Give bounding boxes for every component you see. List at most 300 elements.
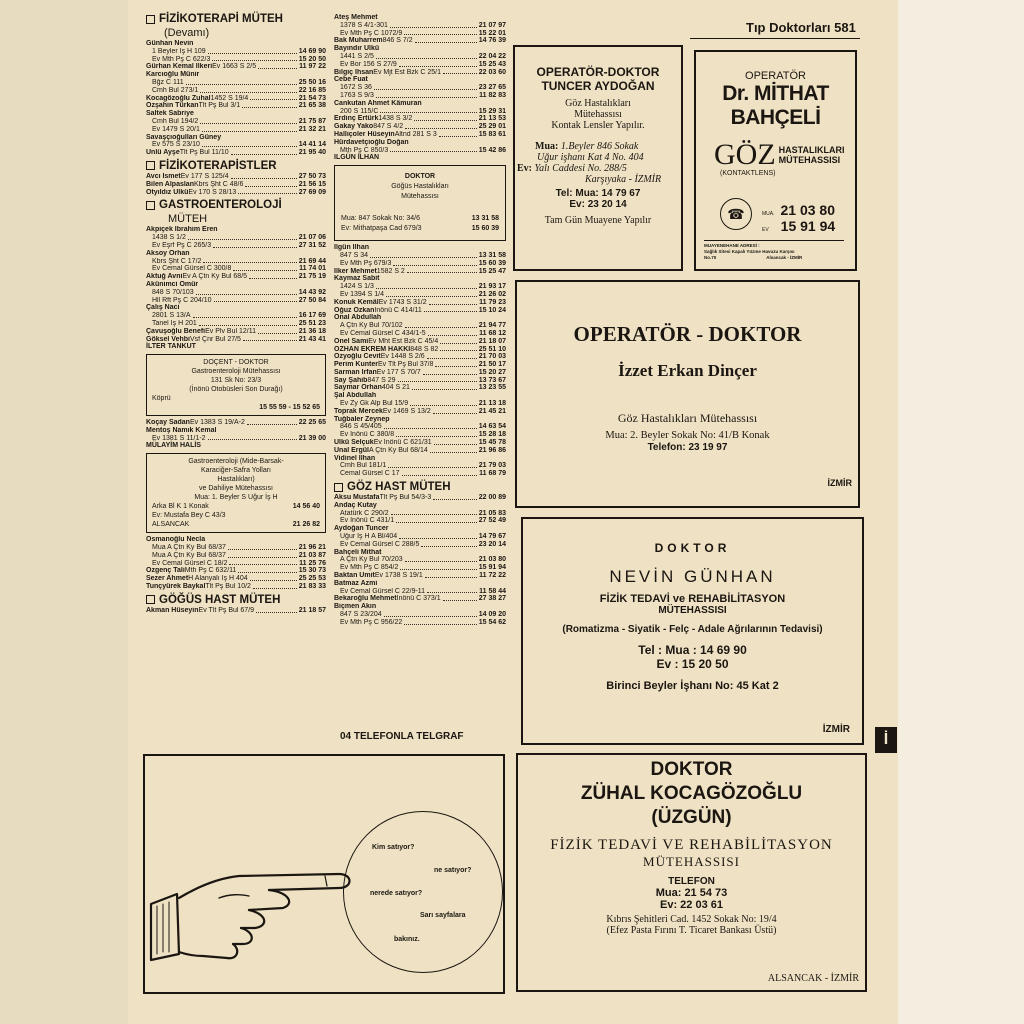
dot-leader [398,377,477,383]
ad-line: Kontak Lensler Yapılır. [551,120,645,131]
phone-number: 21 70 03 [478,353,506,361]
phone-number: 21 39 00 [298,434,326,442]
listing-entry [146,71,326,79]
entry-address: 1438 S 3/2 [378,115,413,123]
dot-leader [404,30,476,36]
dot-leader [258,328,297,334]
entry-name: Kocagözoğlu Zuhal [146,94,211,102]
entry-address: Hll Rft Pş C 204/10 [152,296,212,304]
listing-entry [334,346,506,354]
callout-text: Sarı sayfalara [420,912,466,919]
ad-mithat-bahceli [694,50,857,271]
entry-address: A Çtn Ky Bul 70/102 [340,322,403,330]
ad-logo-text: GÖZ [714,138,776,171]
ad-phone: 15 91 94 [780,218,836,234]
dot-leader [196,289,297,295]
ad-city: İZMİR [827,478,852,488]
entry-name: Tunçyürek Baykal [146,583,206,591]
phone-number: 25 25 53 [298,575,326,583]
dot-leader [243,336,297,342]
box-line: Mütehassısı [401,193,439,201]
ad-title: OPERATÖR-DOKTOR [536,65,660,79]
entry-name: Aktuğ Avni [146,273,183,281]
phone-number: 11 97 22 [299,63,326,71]
ad-name: BAHÇELİ [730,106,821,129]
ad-line: (Romatizma - Siyatik - Felç - Adale Ağrılarının Tedavisi) [562,624,823,635]
dot-leader [399,533,477,539]
phone-number: 21 05 83 [478,509,506,517]
phone-number: 21 95 40 [298,149,326,157]
listing-entry [334,447,506,455]
entry-address: 847 S 34 [340,251,369,259]
ad-label: Ev: [517,163,532,174]
listing-entry [146,118,326,126]
ad-line: Uğur işhanı Kat 4 No. 404 [537,152,644,163]
entry-address: Ev 170 S 28/13 [188,188,237,196]
dot-leader [212,56,296,62]
entry-name: Özşahin Türkan [146,102,199,110]
entry-name: Gakay Yako [334,123,374,131]
listing-entry [334,338,506,346]
entry-name: Özyoğlu Cevit [334,353,381,361]
entry-address: 1378 S 4/1-301 [340,21,388,29]
entry-address: 848 S 82 [410,345,439,353]
entry-address: 2801 S 13/A [152,312,191,320]
listing-entry [334,619,506,627]
dot-leader [433,408,477,414]
listing-entry [334,123,506,131]
listing-entry [334,533,506,541]
dot-leader [380,108,476,114]
phone-number: 15 20 27 [478,368,506,376]
ad-phone: Ev : 15 20 50 [656,657,729,671]
ad-phone: Tel: Mua: 14 79 67 [555,188,641,199]
phone-number: 25 51 23 [298,319,326,327]
phone-number: 11 68 79 [479,470,506,478]
ad-line: MUAYENEHANE ADRESİ : [704,243,760,248]
listing-entry [334,510,506,518]
listing-entry [146,258,326,266]
section-subheading: MÜTEH [168,213,208,226]
entry-address: Ev Mth Pş C 1072/9 [340,29,403,37]
ad-line: MÜTEHASSISI [658,605,727,616]
entry-list [146,173,326,196]
listing-entry [334,61,506,69]
listing-entry [146,87,326,95]
phone-number: 15 55 59 - 15 52 65 [259,404,320,412]
phone-number: 14 43 92 [298,288,326,296]
box-line: Gastroenteroloji Mütehassısı [191,368,281,376]
ad-line: Sağlık Sitesi Kapalı Yüzme Havuzu Karşısı [704,249,795,254]
listing-entry [334,392,506,400]
entry-name: Bekaroğlu Mehmet [334,595,397,603]
phone-number: 22 00 89 [478,494,506,502]
entry-address: Ev Tlt Pş Bul 37/8 [377,361,434,369]
listing-entry [334,572,506,580]
dot-leader [231,173,297,179]
listing-entry [334,139,506,147]
phone-number: 21 56 15 [298,180,326,188]
listing-entry [334,30,506,38]
phone-number: 21 36 18 [298,327,326,335]
listing-entry [146,189,326,197]
dot-leader [405,123,477,129]
dot-leader [429,299,478,305]
phone-number: 21 75 19 [298,273,326,281]
entry-name: Osmanoğlu Necla [146,536,206,544]
entry-address: Ev Cemal Gürsel C 288/5 [340,540,420,548]
circle-callout [343,811,503,973]
dot-leader [203,258,296,264]
ad-title: OPERATÖR - DOKTOR [573,322,802,346]
entry-address: 848 S 70/103 [152,288,194,296]
listing-entry [146,181,326,189]
listing-entry [334,377,506,385]
listing-entry [334,22,506,30]
entry-name: Bilgiç İhsan [334,68,374,76]
entry-name: Günhan Nevin [146,40,194,47]
listing-entry [146,173,326,181]
entry-address: Mua A Çtn Ky Bul 68/37 [152,551,226,559]
entry-address: Tanel İş H 201 [152,319,197,327]
listing-entry [334,307,506,315]
entry-name: Ünlü Ayşe [146,149,180,157]
entry-name: Bak Muharrem [334,37,383,45]
ad-line: Kıbrıs Şehitleri Cad. 1452 Sokak No: 19/4 [606,914,777,925]
yellow-pages-ad [143,754,505,994]
ad-line: (KONTAKTLENS) [720,170,776,177]
dot-leader [384,611,477,617]
box-line: Ev: Mustafa Bey C 43/3 [152,512,226,520]
listing-entry [146,226,326,234]
listing-entry [146,273,326,281]
dot-leader [228,544,297,550]
dot-leader [370,252,477,258]
listing-entry [334,470,506,478]
entry-address: Ev Eşrf Pş C 265/3 [152,241,212,249]
dot-leader [427,588,477,594]
entry-address: 1763 S 9/3 [340,91,374,99]
phone-number: 15 10 24 [478,306,506,314]
listing-entry [334,100,506,108]
entry-name: Kaymaz Sabit [334,275,380,283]
dot-leader [412,384,477,390]
dot-leader [390,22,477,28]
phone-number: 21 43 41 [298,335,326,343]
phone-number: 21 79 03 [478,462,506,470]
listing-entry [146,544,326,552]
dot-leader [208,435,297,441]
phone-number: 21 50 17 [478,361,506,369]
entry-name: Saymar Orhan [334,384,382,392]
listing-entry [146,40,326,48]
phone-number: 15 30 73 [298,567,326,575]
entry-name: Batmaz Azmi [334,579,378,587]
entry-name: Karcıoğlu Münir [146,71,200,79]
entry-name: Aksoy Orhan [146,249,190,257]
entry-address: Cemal Gürsel C 17 [340,470,400,478]
ad-line: 1.Beyler 846 Sokak [560,141,639,152]
dot-leader [258,63,297,69]
phone-number: 11 72 22 [479,572,506,580]
dot-leader [407,268,477,274]
entry-address: A Çtn Ky Bul 70/203 [340,556,403,564]
ad-phone: Mua: 21 54 73 [655,887,728,899]
listing-name: İLTER TANKUT [146,343,196,351]
ad-label: EV [762,227,769,233]
entry-name: Say Şahib [334,376,368,384]
listing-entry [334,353,506,361]
phone-number: 14 79 67 [478,533,506,541]
entry-list [146,419,326,442]
section-subheading: (Devamı) [164,27,210,39]
listing-entry [334,92,506,100]
entry-address: 200 S 115/C [340,107,379,115]
ad-label: TELEFON [668,876,715,887]
phone-number: 21 93 17 [478,283,506,291]
entry-name: Andaç Kutay [334,501,377,509]
listing-entry [146,110,326,118]
entry-address: Tlt Pş Bul 54/3-3 [379,494,432,502]
ad-line: Mütehassısı [574,109,622,120]
phone-number: 16 17 69 [298,312,326,320]
listing-entry [334,462,506,470]
entry-address: Ev 1738 S 19/1 [374,572,423,580]
entry-address: Ev 1469 S 13/2 [382,407,431,415]
listing-entry [334,416,506,424]
listing-entry [334,291,506,299]
phone-number: 14 09 20 [478,611,506,618]
dot-leader [428,330,478,336]
box-line: Ev: Mithatpaşa Cad 679/3 [341,225,422,233]
ad-label: MUA. [762,211,775,217]
callout-text: nerede satıyor? [370,890,423,897]
ad-line: FİZİK TEDAVİ VE REHABİLİTASYON [550,837,833,853]
listing-entry [334,431,506,439]
phone-number: 15 22 01 [478,29,506,37]
phone-number: 27 69 09 [298,188,326,196]
phone-number: 21 07 97 [478,21,506,29]
dot-leader [440,346,476,352]
ad-name: Dr. MİTHAT [722,82,829,105]
phone-number: 11 25 76 [299,559,326,567]
ad-name: İzzet Erkan Dinçer [618,361,757,380]
listing-entry [146,56,326,64]
ad-line: FİZİK TEDAVİ ve REHABİLİTASYON [599,593,786,605]
entry-name: Erdinç Ertürk [334,115,379,123]
phone-number: 23 27 65 [478,84,506,92]
dot-leader [430,447,477,453]
phone-number: 15 83 61 [478,130,506,138]
entry-name: Göksel Vehbi [146,335,190,343]
entry-address: Kbrs Şht C 17/2 [152,257,202,265]
index-tab[interactable]: İ [875,727,897,753]
listing-entry [334,283,506,291]
entry-name: Otyıldız Ülkü [146,188,189,196]
listing-entry [146,141,326,149]
dot-leader [245,181,296,187]
phone-number: 11 82 83 [479,91,506,99]
listing-name: MÜLAYİM HALİS [146,442,201,450]
entry-address: Ev 177 S 70/7 [376,368,421,376]
box-line: (İnönü Otobüsleri Son Durağı) [189,386,283,394]
phone-number: 13 31 58 [471,215,499,223]
listing-entry [146,126,326,134]
phone-number: 25 51 10 [478,345,506,353]
entry-name: Şal Abdullah [334,392,377,400]
box-line: Köprü [152,395,171,403]
entry-address: Ev Cemal Gürsel C 22/9-11 [340,587,426,595]
listing-entry [146,79,326,87]
entry-address: Bğz C 111 [152,78,184,86]
entry-address: Ev 1479 S 20/1 [152,125,200,133]
dot-leader [434,439,477,445]
listing-entry [334,455,506,463]
dot-leader [405,322,477,328]
entry-address: Ev Mth Pş 679/3 [340,259,392,267]
listing-entry [146,304,326,312]
listing-entry [334,517,506,525]
dot-leader [384,423,477,429]
listing-entry [334,611,506,619]
dot-leader [200,87,296,93]
phone-number: 14 41 14 [298,141,326,149]
dot-leader [433,494,476,500]
listing-entry [146,320,326,328]
ad-title: DOKTOR [654,541,731,555]
listing-entry [146,552,326,560]
ad-line: HASTALIKLARI [778,145,845,155]
dot-leader [423,369,477,375]
phone-number: 21 96 21 [298,544,326,552]
entry-name: Cankutan Ahmet Kâmuran [334,99,422,107]
dot-leader [415,37,477,43]
ad-izzet-erkan-dincer [515,280,860,508]
checkbox-square-icon [146,595,155,604]
dot-leader [231,149,297,155]
entry-address: Ev İnönü C 380/8 [340,431,395,439]
entry-name: Saltek Sabriye [146,110,194,118]
phone-number: 22 04 22 [478,52,506,60]
dot-leader [229,560,297,566]
ad-title: DOKTOR [650,759,733,780]
listing-entry [334,252,506,260]
listing-entry [334,260,506,268]
dot-leader [443,595,477,601]
listing-entry [146,242,326,250]
box-line: Hastalıkları) [217,476,255,484]
listing-entry [334,45,506,53]
header-title: Tıp Doktorları [746,20,831,35]
listing-entry [334,108,506,116]
entry-address: 847 S 4/2 [373,123,404,131]
dot-leader [439,131,477,137]
entry-address: Cmh Bul 194/2 [152,117,199,125]
listing-entry [146,575,326,583]
entry-address: Ev Cemal Gürsel C 18/2 [152,559,228,567]
entry-address: Ev A Çtn Ky Bul 68/5 [182,273,248,281]
phone-number: 15 45 78 [478,439,506,447]
entry-name: Sarman İrfan [334,368,377,376]
entry-name: Cebe Fuat [334,76,368,84]
listing-entry [334,314,506,322]
box-line: DOÇENT - DOKTOR [203,359,269,367]
phone-number: 21 13 18 [478,400,506,408]
ad-line: Birinci Beyler İşhanı No: 45 Kat 2 [606,680,779,692]
entry-name: Ülkü Selçuk [334,439,374,447]
entry-address: 847 S 29 [367,376,396,384]
phone-number: 14 69 90 [298,47,326,55]
entry-name: Biçmen Akın [334,603,377,611]
ad-phone: Tel : Mua : 14 69 90 [638,643,747,657]
entry-name: Sezer Ahmet [146,575,189,583]
ad-name: (ÜZGÜN) [651,807,732,828]
phone-number: 27 50 73 [298,172,326,180]
listing-entry [146,607,326,615]
phone-number: 15 60 39 [478,259,506,267]
phone-number: 27 52 49 [478,517,506,525]
entry-name: Konuk Kemâl [334,298,379,306]
phone-number: 11 79 23 [479,298,506,306]
entry-address: Ev 1381 S 11/1-2 [152,434,206,442]
dot-leader [410,400,477,406]
listing-entry [146,134,326,142]
entry-address: 1672 S 36 [340,84,372,92]
listing-entry [334,603,506,611]
phone-number: 27 38 27 [478,595,506,603]
phone-number: 21 96 86 [478,446,506,454]
dot-leader [402,470,478,476]
dot-leader [186,79,297,85]
ad-footer: Tam Gün Muayene Yapılır [544,215,652,226]
page-margin [898,0,1024,1024]
entry-address: 847 S 23/204 [340,611,382,618]
listing-entry [146,419,326,427]
dot-leader [202,141,297,147]
dot-leader [435,361,476,367]
phone-number: 21 18 57 [298,606,326,614]
phone-number: 25 29 01 [478,123,506,131]
phone-number: 11 58 44 [479,587,506,595]
entry-address: Ev 575 S 23/10 [152,141,200,149]
ad-line: (Efez Pasta Fırını T. Ticaret Bankası Üstü) [606,925,777,936]
entry-name: Ateş Mehmet [334,14,378,21]
dot-leader [440,338,476,344]
listing-entry [334,400,506,408]
phone-number: 23 20 14 [478,540,506,548]
entry-list [146,607,326,615]
checkbox-square-icon [146,161,155,170]
entry-name: Gürhan Kemal İlkeri [146,63,213,71]
entry-list [334,494,506,627]
listing-entry [146,234,326,242]
dot-leader [214,297,297,303]
listing-entry [334,244,506,252]
box-line: Mua: 1. Beyler S Uğur İş H [194,494,278,502]
dot-leader [396,431,477,437]
section-heading: GÖĞÜS HAST MÜTEH [146,593,326,607]
phone-number: 15 29 31 [478,107,506,115]
listing-column-2 [334,14,506,627]
dot-leader [249,273,297,279]
phone-number: 21 54 73 [298,94,326,102]
entry-address: Tlt Pş Bul 3/1 [198,102,241,110]
box-line: Gastroenteroloji (Mide-Barsak- [188,458,284,466]
phone-number: 15 20 50 [298,55,326,63]
entry-name: Akünimci Ömür [146,280,199,288]
entry-name: Önel Sami [334,337,369,345]
dot-leader [400,564,476,570]
